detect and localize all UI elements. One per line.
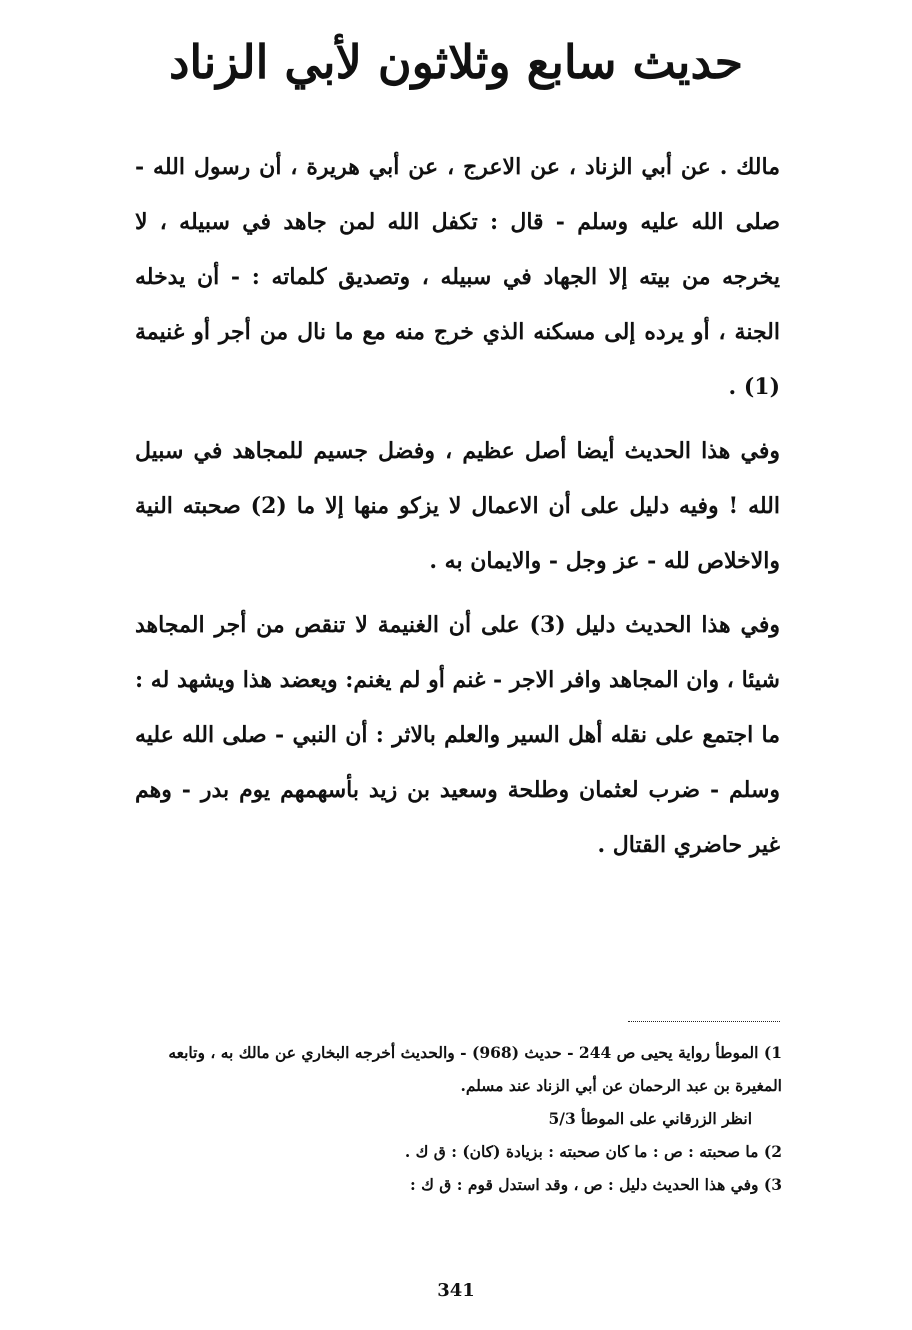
footnotes [140, 1036, 782, 1201]
page-title: حديث سابع وثلاثون لأبي الزناد [168, 35, 744, 89]
footnote-1-continuation: انظر الزرقاني على الموطأ 5/3 [548, 1109, 752, 1128]
footnote-1: 1) الموطأ رواية يحيى ص 244 - حديث (968) - والحديث أخرجه البخاري عن مالك به ، وتابعه المغيرة بن عبد الرحمان عن أبي الزناد عند مسلم. [168, 1043, 782, 1095]
footnote-2: 2) ما صحبته : ص : ما كان صحبته : بزيادة (كان) : ق ك . [404, 1142, 782, 1161]
paragraph-1: مالك . عن أبي الزناد ، عن الاعرج ، عن أبي هريرة ، أن رسول الله - صلى الله عليه وسلم - قال : تكفل الله لمن جاهد في سبيله ، لا يخرجه من بيته إلا الجهاد في سبيله ، وتصديق كلماته : - أن يدخله الجنة ، أو يرده إلى مسكنه الذي خرج منه مع ما نال من أجر أو غنيمة (1) . [135, 154, 780, 400]
paragraph-2: وفي هذا الحديث أيضا أصل عظيم ، وفضل جسيم للمجاهد في سبيل الله ! وفيه دليل على أن الاعمال لا يزكو منها إلا ما (2) صحبته النية والاخلاص لله - عز وجل - والايمان به . [135, 438, 780, 574]
page-number: 341 [437, 1280, 475, 1301]
footnote-3: 3) وفي هذا الحديث دليل : ص ، وقد استدل قوم : ق ك : [410, 1175, 782, 1194]
main-text [135, 140, 780, 873]
paragraph-3: وفي هذا الحديث دليل (3) على أن الغنيمة لا تنقص من أجر المجاهد شيئا ، وان المجاهد وافر الاجر - غنم أو لم يغنم: ويعضد هذا ويشهد له : ما اجتمع على نقله أهل السير والعلم بالاثر : أن النبي - صلى الله عليه وسلم - ضرب لعثمان وطلحة وسعيد بن زيد بأسهمهم يوم بدر - وهم غير حاضري القتال . [135, 612, 781, 858]
footnote-separator [628, 1021, 780, 1022]
